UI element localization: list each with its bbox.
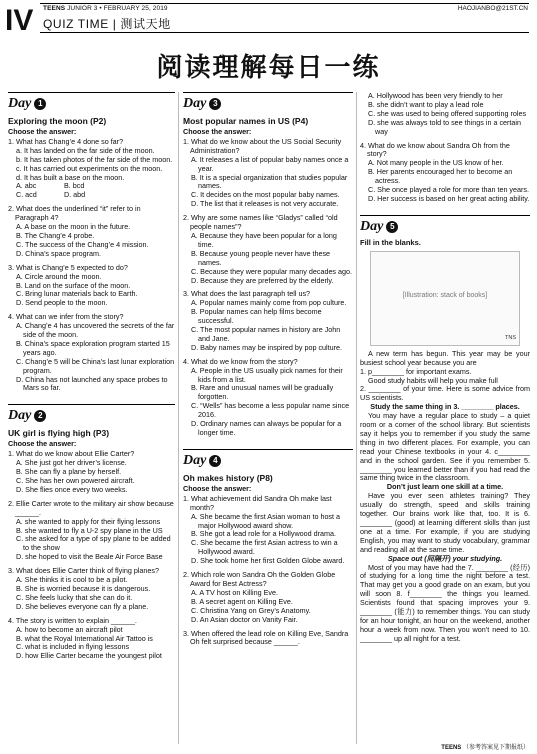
answer-option: C. she was used to being offered supporting roles <box>368 108 527 118</box>
day-number-badge: 5 <box>386 221 398 233</box>
statement: b. It has taken photos of the far side of the moon. <box>16 154 173 164</box>
answer-option: D. An Asian doctor on Vanity Fair. <box>191 614 298 624</box>
answer-option: D. She flies once every two weeks. <box>16 484 128 494</box>
answer-option: A. Chang’e 4 has uncovered the secrets of the far side of the moon. <box>16 321 175 340</box>
answer-option: B. She can fly a plane by herself. <box>16 467 122 477</box>
answer-option: D. Because they are preferred by the elderly. <box>191 275 334 285</box>
article-title: UK girl is flying high (P3) <box>8 428 110 439</box>
answer-option: D. abd <box>64 190 86 200</box>
day-number-badge: 2 <box>34 410 46 422</box>
question-stem: 4. What do we know about Sandra Oh from the story? <box>360 140 510 159</box>
day-label: Day <box>8 408 32 424</box>
answer-option: C. what is included in flying lessons <box>16 642 130 652</box>
answer-option: B. She is worried because it is dangerous. <box>16 583 151 593</box>
question-stem: 2. Which role won Sandra Oh the Golden Globe Award for Best Actress? <box>183 570 336 588</box>
answer-options <box>8 191 175 200</box>
photo-credit: TNS <box>505 334 516 341</box>
column-divider <box>178 92 179 744</box>
answer-option: A. Popular names mainly come from pop culture. <box>191 298 347 308</box>
question <box>8 264 175 309</box>
answer-option: D. She took home her first Golden Globe award. <box>191 556 345 566</box>
day5-heading <box>360 215 530 235</box>
answer-option: D. China has not launched any space probes to Mars so far. <box>16 374 168 393</box>
footer-brand: TEENS <box>441 745 462 751</box>
question-stem: 2. What does the underlined “it” refer to in Paragraph 4? <box>8 204 141 223</box>
section-title: QUIZ TIME | 测试天地 <box>43 17 171 31</box>
answer-option: A. abc <box>16 181 37 191</box>
issue-info <box>43 5 168 12</box>
passage-paragraph: Most of you may have had the 7. ________ (经历) of studying for a long time the night before a test. That may get you a good grade on an exam, but you will soon 8. f________ the things you learned. Scientists found that spacing improves your 9. ________ (能力) to remember things. You can study for an hour tonight, an hour on the weekend, another hour a week from now. Then you won’t need to 10. ________ up all night for a test. <box>360 562 530 643</box>
question-stem: 3. What does Ellie Carter think of flying planes? <box>8 566 160 576</box>
answer-option: D. She believes everyone can fly a plane. <box>16 601 149 611</box>
answer-option: C. The success of the Chang’e 4 mission. <box>16 239 149 249</box>
answer-option: D. Baby names may be inspired by pop culture. <box>191 342 343 352</box>
answer-option: B. she didn’t want to play a lead role <box>368 99 484 109</box>
question <box>183 358 353 438</box>
question-stem: 1. What has Chang’e 4 done so far? <box>8 136 124 146</box>
books-illustration <box>370 251 520 346</box>
statement: a. It has landed on the far side of the moon. <box>16 145 155 155</box>
answer-option: B. what the Royal International Air Tattoo is <box>16 633 153 643</box>
answer-option: A. It releases a list of popular baby names once a year. <box>191 154 349 173</box>
answer-option: B. Land on the surface of the moon. <box>16 280 131 290</box>
answer-option: B. Rare and unusual names will be gradually forgotten. <box>191 383 334 402</box>
answer-option: C. Chang’e 5 will be China’s last lunar exploration program. <box>16 356 175 375</box>
question <box>183 138 353 209</box>
answer-option: B. Her parents encouraged her to become an actress. <box>368 167 513 186</box>
answer-option: A. Because they have been popular for a long time. <box>191 230 337 249</box>
answer-option: B. A secret agent on Killing Eve. <box>191 596 293 606</box>
day-label: Day <box>183 452 207 468</box>
answer-option: A. She thinks it is cool to be a pilot. <box>16 575 128 585</box>
answer-option: C. She feels lucky that she can do it. <box>16 592 133 602</box>
answer-option: B. Popular names can help films become successful. <box>191 307 322 326</box>
question-stem: 2. Ellie Carter wrote to the military air show because ______. <box>8 498 174 517</box>
answer-option: C. she asked for a type of spy plane to be added to the show <box>16 534 171 553</box>
answer-option: D. Ordinary names can always be popular for a longer time. <box>191 419 342 437</box>
page-number: IV <box>5 4 34 37</box>
column-2 <box>183 92 353 652</box>
article-title: Exploring the moon (P2) <box>8 116 107 126</box>
question <box>8 617 175 662</box>
column-divider <box>356 92 357 744</box>
question <box>183 571 353 624</box>
day-label: Day <box>183 96 207 111</box>
statement: c. It has carried out experiments on the moon. <box>16 163 163 173</box>
answer-option: A. how to become an aircraft pilot <box>16 624 123 634</box>
question-stem: 3. What does the last paragraph tell us? <box>183 289 311 299</box>
answer-option: A. she wanted to apply for their flying lessons <box>16 516 161 526</box>
answer-option: D. China’s space program. <box>16 248 101 258</box>
day-label: Day <box>360 218 384 234</box>
day3-heading <box>183 92 353 112</box>
question <box>8 138 175 200</box>
question <box>8 500 175 562</box>
question <box>8 567 175 612</box>
answer-option: A. A base on the moon in the future. <box>16 222 131 232</box>
question-stem: 1. What achievement did Sandra Oh make last month? <box>183 493 332 512</box>
passage-subheading: Don’t just learn one skill at a time. <box>386 482 504 492</box>
question-stem: 3. When offered the lead role on Killing Eve, Sandra Oh felt surprised because ______. <box>183 628 349 647</box>
passage-subheading: Study the same thing in 3. ________ places. <box>370 402 520 412</box>
page-header <box>0 0 537 42</box>
passage-paragraph: Have you ever seen athletes training? They usually do strength, speed and skills training together. Our brains work like that, too. It is 6. ________ (good) at learning different skills than just one at a time. For example, if you are studying English, you may want to study vocabulary, grammar and reading all at the same time. <box>360 491 530 554</box>
header-divider-bottom <box>40 32 529 33</box>
answer-option: D. Send people to the moon. <box>16 298 108 308</box>
question <box>183 214 353 285</box>
answer-option: A. A TV host on Killing Eve. <box>191 587 278 597</box>
question <box>8 450 175 495</box>
answer-option: D. how Ellie Carter became the youngest pilot <box>16 651 162 661</box>
question-stem: 3. What is Chang’e 5 expected to do? <box>8 262 128 272</box>
answer-option: C. acd <box>16 190 37 200</box>
page-footer <box>441 742 529 751</box>
answer-option: B. It is a special organization that studies popular names. <box>191 172 348 191</box>
day2-heading <box>8 404 175 424</box>
question-stem: 1. What do we know about Ellie Carter? <box>8 449 135 459</box>
answer-option: A. Hollywood has been very friendly to her <box>368 91 503 100</box>
answer-option: C. It decides on the most popular baby names. <box>191 190 340 200</box>
day-label: Day <box>8 96 32 111</box>
passage-subheading: Space out (间隔开) your studying. <box>387 553 503 563</box>
page-headline: 阅读理解每日一练 <box>156 53 381 83</box>
answer-option: C. “Wells” has become a less popular name since 2016. <box>191 401 350 420</box>
passage-paragraph: You may have a regular place to study – a quiet room or a corner of the school library. But scientists say it helps you to remember if you study the same thing in two different places. For example, you can read your Chinese textbooks in your 4. c________ and in the school garden. See if you remember 5. ________ you learned better than if you had read the same thing twice in the classroom. <box>360 411 530 483</box>
question <box>183 630 353 648</box>
answer-option: C. She has her own powered aircraft. <box>16 476 135 485</box>
question <box>360 142 530 204</box>
question-continued <box>360 92 530 137</box>
header-divider-top <box>40 3 529 4</box>
question-stem: 4. What can we infer from the story? <box>8 312 124 322</box>
footer-note: （参考答案见下期报纸） <box>462 745 529 751</box>
passage-paragraph: Good study habits will help you make full <box>368 375 498 385</box>
question <box>8 313 175 393</box>
answer-option: B. China’s space exploration program started 15 years ago. <box>16 338 170 357</box>
answer-option: A. She became the first Asian woman to host a major Hollywood award show. <box>191 511 341 530</box>
publication-name: TEENS <box>43 5 66 12</box>
answer-option: B. She got a lead role for a Hollywood drama. <box>191 529 337 539</box>
day1-heading <box>8 92 175 112</box>
answer-option: B. bcd <box>64 181 85 191</box>
question <box>183 495 353 566</box>
passage-paragraph: 2. ________ of your time. Here is some advice from US scientists. <box>360 384 530 403</box>
answer-option: A. People in the US usually pick names for their kids from a list. <box>191 365 343 384</box>
question <box>183 290 353 352</box>
answer-option: C. Because they were popular many decades ago. <box>191 266 353 276</box>
article-title: Most popular names in US (P4) <box>183 116 309 126</box>
day-number-badge: 3 <box>209 98 221 110</box>
answer-option: B. Because young people never have these names. <box>191 248 331 267</box>
answer-option: D. The list that it releases is not very accurate. <box>191 199 339 209</box>
instruction: Choose the answer: <box>8 127 77 136</box>
question-stem: 2. Why are some names like “Gladys” called “old people names”? <box>183 213 338 232</box>
answer-option: B. she wanted to fly a U-2 spy plane in the US <box>16 525 163 535</box>
day-number-badge: 4 <box>209 455 221 467</box>
figure-placeholder-label: [Illustration: stack of books] <box>402 291 488 299</box>
instruction: Fill in the blanks. <box>360 237 421 247</box>
answer-option: D. she hoped to visit the Beale Air Force Base <box>16 552 163 562</box>
answer-option: A. Circle around the moon. <box>16 271 102 281</box>
column-1 <box>8 92 175 666</box>
day4-heading <box>183 449 353 469</box>
answer-option: A. She just got her driver’s license. <box>16 458 127 468</box>
answer-option: C. She once played a role for more than ten years. <box>368 185 530 195</box>
question <box>8 205 175 258</box>
statement: d. It has built a base on the moon. <box>16 172 125 182</box>
instruction: Choose the answer: <box>8 439 77 449</box>
day-number-badge: 1 <box>34 98 46 110</box>
passage-paragraph: 1. p________ for important exams. <box>360 366 472 376</box>
answer-option: D. she was always told to see things in a certain way <box>368 117 522 136</box>
issue-date: JUNIOR 3 • FEBRUARY 25, 2019 <box>67 5 168 12</box>
answer-option: C. Christina Yang on Grey’s Anatomy. <box>191 605 311 615</box>
question-stem: 4. What do we know from the story? <box>183 356 298 366</box>
instruction: Choose the answer: <box>183 483 252 493</box>
instruction: Choose the answer: <box>183 127 252 136</box>
answer-option: C. She became the first Asian actress to win a Hollywood award. <box>191 538 338 557</box>
passage-paragraph: A new term has begun. This year may be your busiest school year because you are <box>360 348 530 367</box>
answer-option: D. Her success is based on her great acting ability. <box>368 193 530 203</box>
question-stem: 1. What do we know about the US Social Security Administration? <box>183 136 342 155</box>
answer-option: C. The most popular names in history are John and Jane. <box>191 325 341 343</box>
answer-option: B. The Chang’e 4 probe. <box>16 230 95 240</box>
answer-option: C. Bring lunar materials back to Earth. <box>16 289 138 299</box>
answer-option: A. Not many people in the US know of her. <box>368 158 504 168</box>
website[interactable]: HAOJIANBO@21ST.CN <box>457 5 528 12</box>
article-title: Oh makes history (P8) <box>183 472 273 483</box>
column-3 <box>360 92 530 644</box>
question-stem: 4. The story is written to explain ______. <box>8 615 137 625</box>
